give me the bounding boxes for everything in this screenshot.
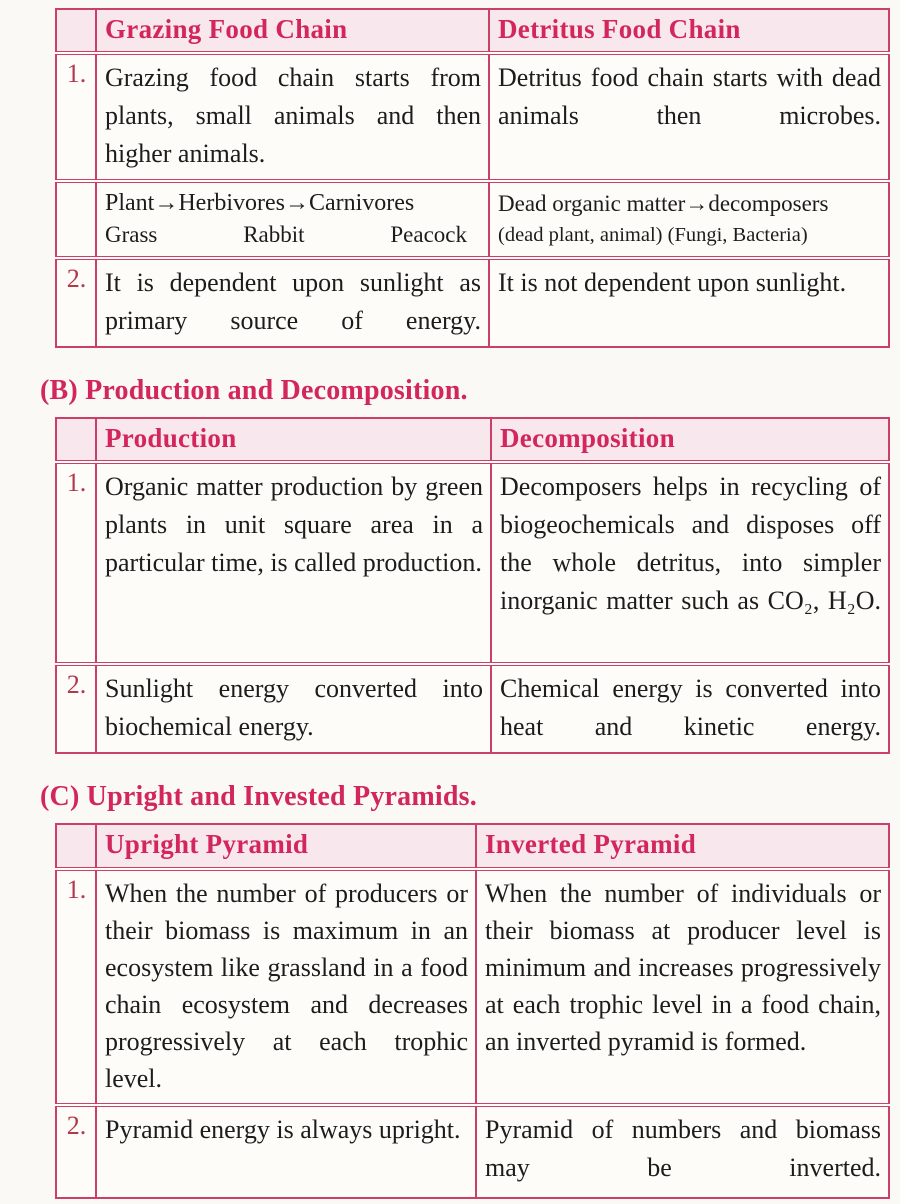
table1-col2-header: Detritus Food Chain [489, 9, 889, 53]
table-production-vs-decomposition [55, 417, 890, 754]
grazing-chain-examples [105, 220, 481, 250]
detritus-chain-examples: (dead plant, animal) (Fungi, Bacteria) [498, 224, 808, 246]
table-upright-vs-inverted-pyramid [55, 823, 890, 1199]
upright-pyramid-definition-cell: When the number of producers or their biomass is maximum in an ecosystem like grassland in a food chain ecosystem and decreases progressively at each trophic level. [96, 869, 476, 1105]
row-number: 2. [56, 258, 96, 347]
chain-example-rabbit: Rabbit [243, 222, 305, 247]
table3-number-column-header [56, 824, 96, 869]
table2-header-row [56, 418, 889, 462]
food-chain-example-row [56, 181, 889, 258]
table2-col1-header: Production [96, 418, 491, 462]
row-number: 1. [56, 53, 96, 181]
table1-header-row [56, 9, 889, 53]
detritus-definition-cell: Detritus food chain starts with dead animals then microbes. [489, 53, 889, 181]
production-definition-cell: Organic matter production by green plants in unit square area in a particular time, is called production. [96, 462, 491, 664]
table-grazing-vs-detritus [55, 8, 890, 348]
production-energy-cell: Sunlight energy converted into biochemical energy. [96, 664, 491, 753]
grazing-chain-example-cell [96, 181, 489, 258]
table3-col1-header: Upright Pyramid [96, 824, 476, 869]
detritus-chain-example-cell [489, 181, 889, 258]
chain-example-grass: Grass [105, 222, 158, 247]
table-row [56, 869, 889, 1105]
table2-col2-header: Decomposition [491, 418, 889, 462]
table-row [56, 1105, 889, 1198]
decomposition-definition-cell: Decomposers helps in recycling of biogeochemicals and disposes off the whole detritus, into simpler inorganic matter such as CO₂, H₂O. [491, 462, 889, 664]
inverted-pyramid-definition-cell: When the number of individuals or their biomass at producer level is minimum and increases progressively at each trophic level in a food chain, an inverted pyramid is formed. [476, 869, 889, 1105]
section-c-heading: (C) Upright and Invested Pyramids. [40, 781, 477, 812]
row-number: 1. [56, 462, 96, 664]
row-number: 2. [56, 1105, 96, 1198]
table-row [56, 462, 889, 664]
decomposition-energy-cell: Chemical energy is converted into heat and kinetic energy. [491, 664, 889, 753]
inverted-pyramid-energy-cell: Pyramid of numbers and biomass may be inverted. [476, 1105, 889, 1198]
row-number [56, 181, 96, 258]
table3-header-row [56, 824, 889, 869]
table2-number-column-header [56, 418, 96, 462]
grazing-chain-sequence: Plant→Herbivores→Carnivores [105, 190, 415, 216]
table3-col2-header: Inverted Pyramid [476, 824, 889, 869]
detritus-chain-sequence: Dead organic matter→decomposers [498, 191, 829, 216]
section-b-heading: (B) Production and Decomposition. [40, 375, 468, 406]
upright-pyramid-energy-cell: Pyramid energy is always upright. [96, 1105, 476, 1198]
grazing-definition-cell: Grazing food chain starts from plants, small animals and then higher animals. [96, 53, 489, 181]
grazing-sunlight-cell: It is dependent upon sunlight as primary source of energy. [96, 258, 489, 347]
row-number: 2. [56, 664, 96, 753]
detritus-sunlight-cell: It is not dependent upon sunlight. [489, 258, 889, 347]
table-row [56, 258, 889, 347]
chain-example-peacock: Peacock [390, 222, 467, 247]
row-number: 1. [56, 869, 96, 1105]
table1-number-column-header [56, 9, 96, 53]
table-row [56, 53, 889, 181]
table1-col1-header: Grazing Food Chain [96, 9, 489, 53]
table-row [56, 664, 889, 753]
